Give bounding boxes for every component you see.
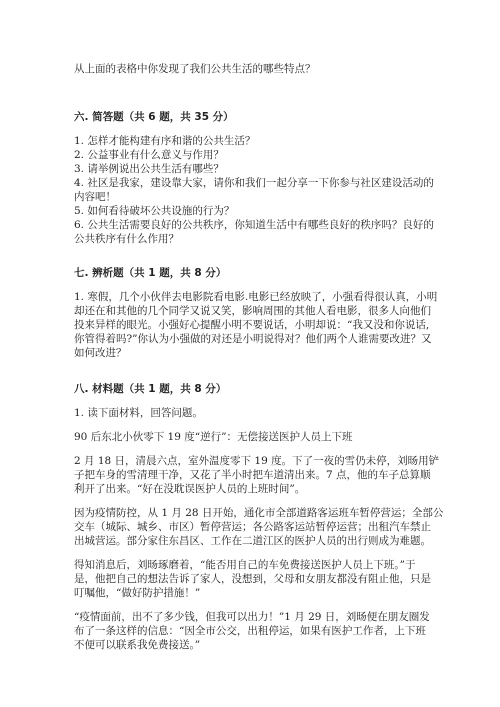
paragraph-3-line-2: 是，他把自己的想法告诉了家人，没想到，父母和女朋友都没有阻止他，只是 [74, 573, 431, 585]
paragraph-4-line-3: 不便可以联系我免费接送。” [74, 639, 201, 651]
article-title: 90 后东北小伙零下 19 度“逆行”：无偿接送医护人员上下班 [74, 431, 353, 443]
section-7-line-5: 如何改进？ [74, 347, 127, 359]
question-6-4: 4. 社区是我家，建设靠大家，请你和我们一起分享一下你参与社区建设活动的 [74, 177, 434, 189]
paragraph-4-line-1: “疫情面前，出不了多少钱，但我可以出力！”1 月 29 日，刘旸便在朋友圈发 [74, 611, 430, 623]
question-6-6-cont: 公共秩序有什么作用？ [74, 233, 179, 245]
question-6-6: 6. 公共生活需要良好的公共秩序，你知道生活中有哪些良好的秩序吗？良好的 [74, 219, 434, 231]
question-6-2: 2. 公益事业有什么意义与作用？ [74, 149, 224, 161]
question-6-1: 1. 怎样才能构建有序和谐的公共生活？ [74, 135, 256, 147]
paragraph-3-line-1: 得知消息后，刘旸琢磨着，“能否用自己的车免费接送医护人员上下班。”于 [74, 559, 416, 571]
section-7-line-3: 投来异样的眼光。小强好心提醒小明不要说话，小明却说：“我又没和你说话, [74, 319, 430, 331]
paragraph-1-line-3: 利开了出来。“好在没耽误医护人员的上班时间”。 [74, 483, 306, 495]
section-6-heading: 六. 简答题（共 6 题，共 35 分） [74, 111, 234, 123]
paragraph-1-line-1: 2 月 18 日，清晨六点，室外温度零下 19 度。下了一夜的雪仍未停，刘旸用铲 [74, 455, 440, 467]
question-6-4-cont: 内容吧！ [74, 191, 116, 203]
section-8-instruction: 1. 读下面材料，回答问题。 [74, 407, 203, 419]
paragraph-3-line-3: 叮嘱他，“做好防护措施！” [74, 587, 201, 599]
section-7-line-1: 1. 寒假，几个小伙伴去电影院看电影.电影已经放映了，小强看得很认真，小明 [74, 291, 438, 303]
paragraph-1-line-2: 子把车身的雪清理干净，又花了半小时把车道清出来。7 点，他的车子总算顺 [74, 469, 431, 481]
intro-question: 从上面的表格中你发现了我们公共生活的哪些特点？ [74, 63, 316, 75]
paragraph-2-line-2: 交车（城际、城乡、市区）暂停营运；各公路客运站暂停运营；出租汽车禁止 [74, 521, 431, 533]
section-7-heading: 七. 辨析题（共 1 题，共 8 分） [74, 267, 227, 279]
question-6-5: 5. 如何看待破坏公共设施的行为？ [74, 205, 235, 217]
question-6-3: 3. 请举例说出公共生活有哪些？ [74, 163, 224, 175]
paragraph-4-line-2: 布了一条这样的信息：“因全市公交，出租停运，如果有医护工作者，上下班 [74, 625, 426, 637]
paragraph-2-line-1: 因为疫情防控，从 1 月 28 日开始，通化市全部道路客运班车暂停营运；全部公 [74, 507, 444, 519]
section-8-heading: 八. 材料题（共 1 题，共 8 分） [74, 383, 227, 395]
paragraph-2-line-3: 出城营运。部分家住东昌区、工作在二道江区的医护人员的出行则成为难题。 [74, 535, 431, 547]
section-7-line-4: 你管得着吗?”你认为小强做的对还是小明说得对？他们两个人谁需要改进？又 [74, 333, 432, 345]
section-7-line-2: 却还在和其他的几个同学又说又笑，影响周围的其他人看电影，很多人向他们 [74, 305, 431, 317]
